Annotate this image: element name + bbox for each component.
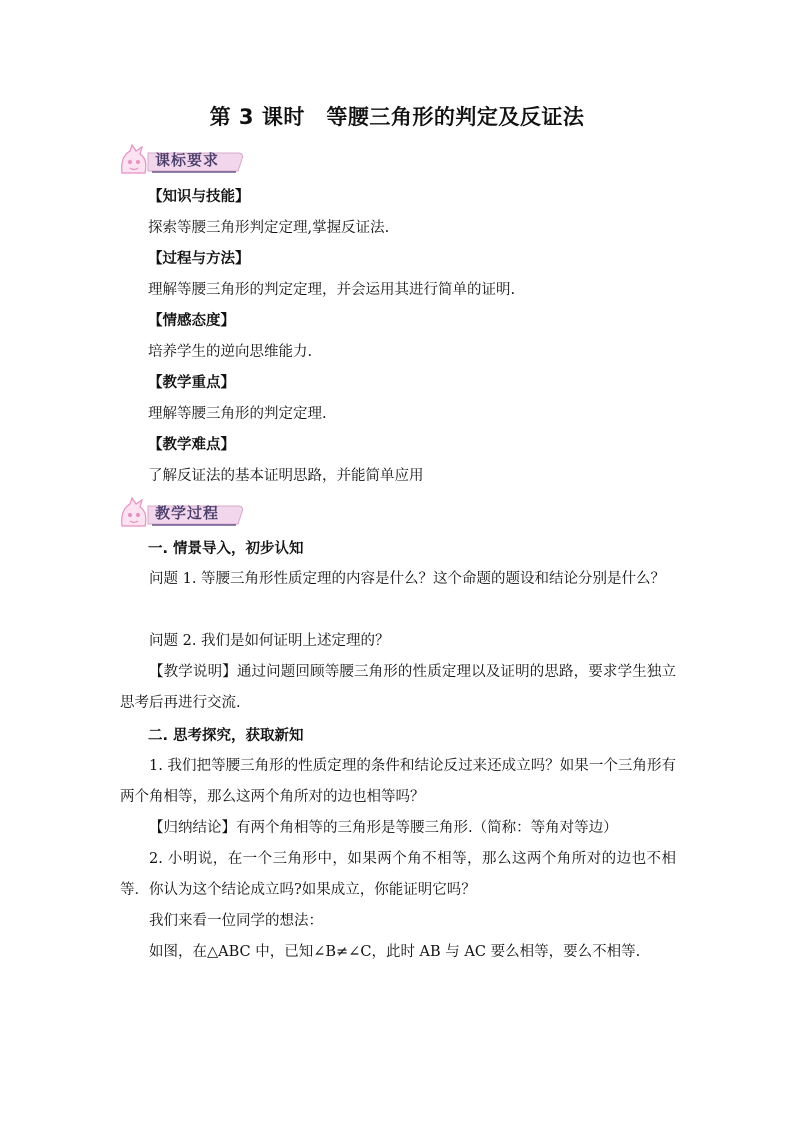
summary-paragraph: 【归纳结论】有两个角相等的三角形是等腰三角形.（简称：等角对等边） [149,820,618,836]
difficulty-text: 了解反证法的基本证明思路，并能简单应用 [148,468,424,484]
explore-paragraph-2: 2. 小明说，在一个三角形中，如果两个角不相等，那么这两个角所对的边也不相等．你认为这个结论成立吗?如果成立，你能证明它吗？ [120,851,676,898]
knowledge-heading: 【知识与技能】 [148,189,250,205]
explore-paragraph-4: 如图，在△ABC 中，已知∠B≠∠C，此时 AB 与 AC 要么相等，要么不相等. [149,944,641,960]
teaching-note-paragraph: 【教学说明】通过问题回顾等腰三角形的性质定理以及证明的思路，要求学生独立思考后再进行交流. [120,664,676,711]
process-banner [118,496,248,530]
key-heading: 【教学重点】 [148,375,235,391]
process-heading: 【过程与方法】 [148,251,250,267]
explore-paragraph-1: 1. 我们把等腰三角形的性质定理的条件和结论反过来还成立吗？如果一个三角形有两个角相等，那么这两个角所对的边也相等吗？ [120,758,676,805]
section1-heading: 一. 情景导入，初步认知 [148,541,304,557]
requirements-banner [118,143,248,177]
difficulty-heading: 【教学难点】 [148,437,235,453]
question1-paragraph: 问题 1. 等腰三角形性质定理的内容是什么？这个命题的题设和结论分别是什么？ [149,571,666,587]
page-title: 第 3 课时 等腰三角形的判定及反证法 [209,105,585,129]
emotion-text: 培养学生的逆向思维能力. [148,344,313,360]
explore-paragraph-3: 我们来看一位同学的想法： [149,913,323,929]
requirements-banner-label: 课标要求 [155,151,220,169]
section2-heading: 二. 思考探究，获取新知 [148,728,304,744]
emotion-heading: 【情感态度】 [148,313,235,329]
knowledge-text: 探索等腰三角形判定定理,掌握反证法. [148,220,390,236]
process-text: 理解等腰三角形的判定定理，并会运用其进行简单的证明. [148,282,516,298]
key-text: 理解等腰三角形的判定定理. [148,406,327,422]
question2-paragraph: 问题 2. 我们是如何证明上述定理的？ [149,633,390,649]
process-banner-label: 教学过程 [155,504,220,522]
